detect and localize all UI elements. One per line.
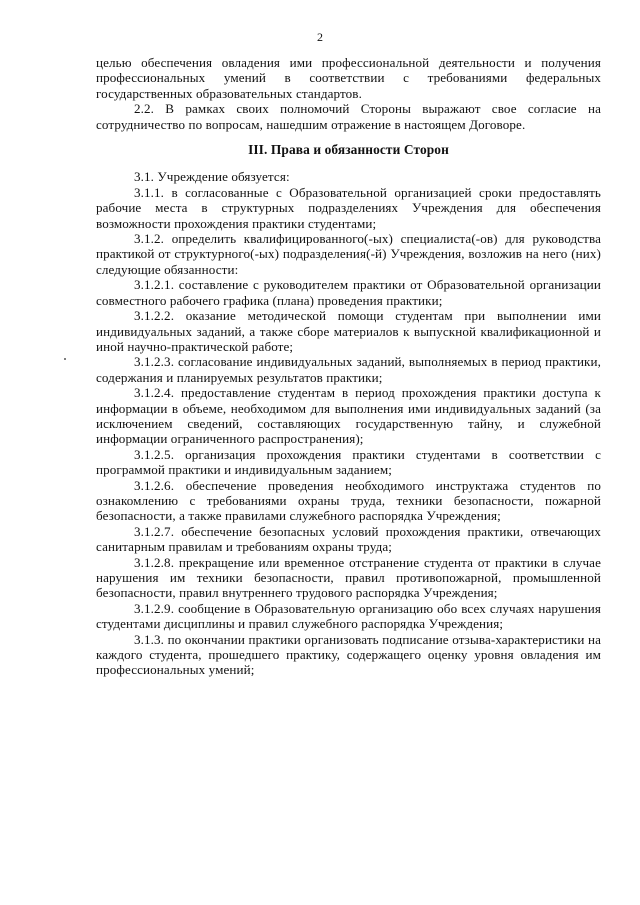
clause-3-1-3: 3.1.3. по окончании практики организовать подписание отзыва-характеристики на каждого студента, прошедшего практику, содержащего оценку уровня овладения им профессиональных умений; [96, 631, 601, 678]
clause-3-1-2-5: 3.1.2.5. организация прохождения практики студентами в соответствии с программой практики и индивидуальным заданием; [96, 446, 601, 478]
clause-3-1: 3.1. Учреждение обязуется: [134, 169, 290, 185]
clause-3-1-2: 3.1.2. определить квалифицированного(-ых) специалиста(-ов) для руководства практикой от структурного(-ых) подразделения(-й) Учреждения, возложив на него (них) следующие обязанности: [96, 231, 601, 277]
clause-3-1-2-2: 3.1.2.2. оказание методической помощи студентам при выполнении ими индивидуальных заданий, а также сборе материалов к выпускной квалификационной и иной научно-практической работе; [96, 308, 601, 354]
clause-3-1-2-8: 3.1.2.8. прекращение или временное отстранение студента от практики в случае нарушения им техники безопасности, правил противопожарной, промышленной безопасности, правил внутреннего трудового распорядка Учреждения; [96, 554, 601, 601]
section-heading: III. Права и обязанности Сторон [248, 142, 449, 158]
clause-3-1-2-4: 3.1.2.4. предоставление студентам в период прохождения практики доступа к информации в объеме, необходимом для выполнения ими индивидуальных заданий (за исключением сведений, составляющих государственную тайну, и служебной информации ограниченного распространения); [96, 385, 601, 447]
clause-3-1-2-6: 3.1.2.6. обеспечение проведения необходимого инструктажа студентов по ознакомлению с требованиями охраны труда, техники безопасности, пожарной безопасности, а также правилами служебного распорядка Учреждения; [96, 477, 601, 524]
clause-3-1-2-9: 3.1.2.9. сообщение в Образовательную организацию обо всех случаях нарушения студентами дисциплины и правил служебного распорядка Учреждения; [96, 600, 601, 632]
paragraph-continuation: целью обеспечения овладения ими профессиональной деятельности и получения профессиональных умений в соответствии с требованиями федеральных государственных образовательных стандартов. [96, 55, 601, 101]
clause-3-1-2-1: 3.1.2.1. составление с руководителем практики от Образовательной организации совместного рабочего графика (плана) проведения практики; [96, 277, 601, 308]
clause-3-1-2-3: 3.1.2.3. согласование индивидуальных заданий, выполняемых в период практики, содержания и планируемых результатов практики; [96, 354, 601, 385]
clause-3-1-1: 3.1.1. в согласованные с Образовательной организацией сроки предоставлять рабочие места в структурных подразделениях Учреждения для обеспечения возможности прохождения практики студентами; [96, 184, 601, 231]
document-body [96, 55, 601, 678]
scan-speck [64, 358, 66, 360]
clause-3-1-2-7: 3.1.2.7. обеспечение безопасных условий прохождения практики, отвечающих санитарным правилам и требованиям охраны труда; [96, 523, 601, 555]
page-number: 2 [317, 30, 323, 44]
paragraph-2-2: 2.2. В рамках своих полномочий Стороны выражают свое согласие на сотрудничество по вопросам, нашедшим отражение в настоящем Договоре. [96, 101, 601, 132]
